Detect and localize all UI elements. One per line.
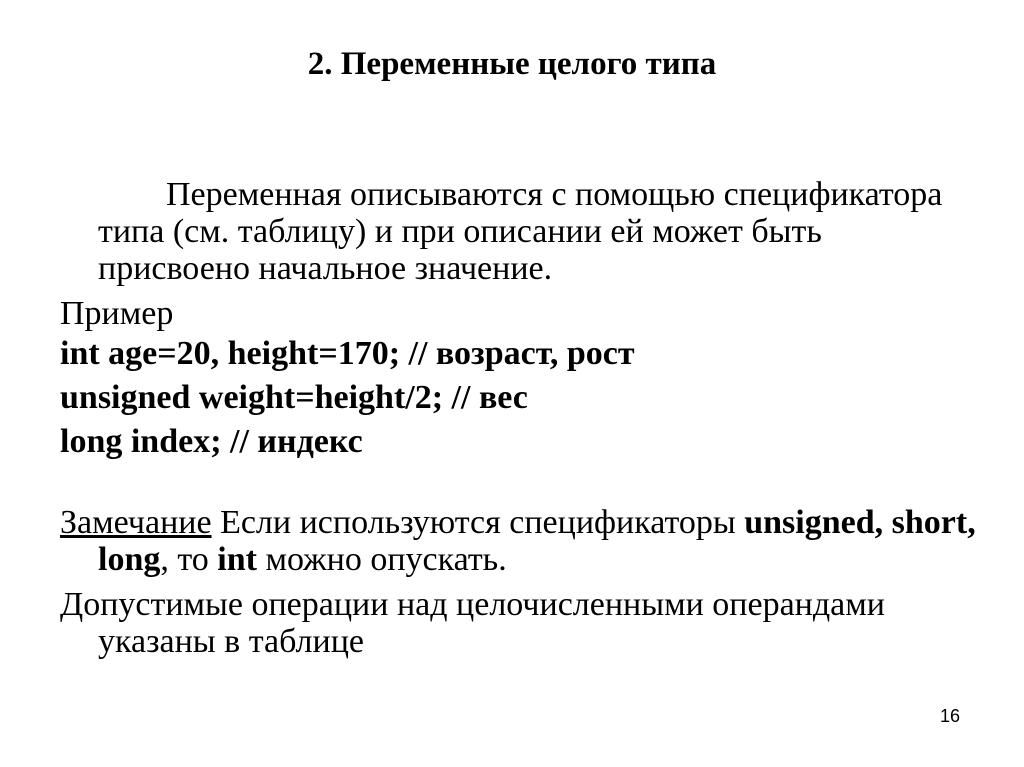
slide-body — [60, 176, 980, 660]
page-number: 16 — [940, 706, 961, 726]
remark-paragraph — [60, 504, 980, 578]
remark-keyword-int: int — [217, 541, 257, 578]
slide-title: 2. Переменные целого типа — [307, 46, 717, 82]
remark-text-after: можно опускать. — [256, 541, 507, 578]
code-line-1: int age=20, height=170; // возраст, рост — [60, 335, 635, 372]
remark-label: Замечание — [60, 504, 212, 541]
example-label: Пример — [60, 295, 174, 332]
intro-paragraph: Переменная описываются с помощью спецификатора типа (см. таблицу) и при описании ей может быть присвоено начальное значение. — [98, 176, 943, 287]
code-line-2: unsigned weight=height/2; // вес — [60, 379, 528, 416]
remark-text-before: Если используются спецификаторы — [211, 504, 745, 541]
remark-text-middle: , то — [160, 541, 218, 578]
code-line-3: long index; // индекс — [60, 423, 363, 460]
remark-keywords: unsigned, short, long — [98, 504, 976, 578]
operations-note: Допустимые операции над целочисленными операндами указаны в таблице — [60, 586, 885, 660]
